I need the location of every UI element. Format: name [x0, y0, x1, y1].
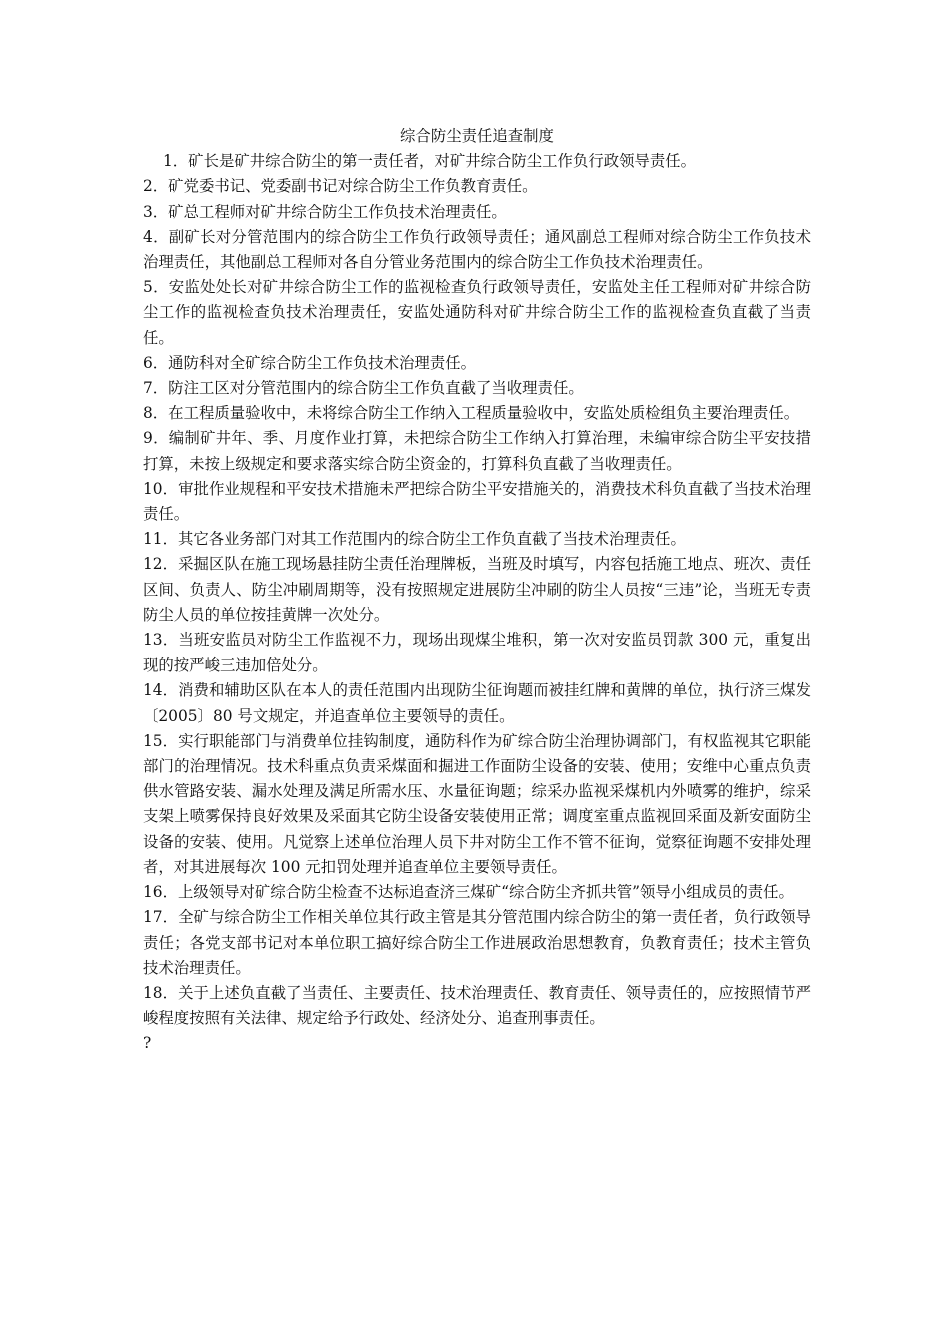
paragraph-8: 8．在工程质量验收中，未将综合防尘工作纳入工程质量验收中，安监处质检组负主要治理责任。: [143, 404, 800, 423]
paragraph-6: 6．通防科对全矿综合防尘工作负技术治理责任。: [143, 353, 476, 372]
paragraph-15: 15．实行职能部门与消费单位挂钩制度，通防科作为矿综合防尘治理协调部门，有权监视其它职能部门的治理情况。技术科重点负责采煤面和掘进工作面防尘设备的安装、使用；安维中心重点负责供水管路安装、漏水处理及满足所需水压、水量征询题；综采办监视采煤机内外喷雾的维护，综采支架上喷雾保持良好效果及采面其它防尘设备安装使用正常；调度室重点监视回采面及新安面防尘设备的安装、使用。凡觉察上述单位治理人员下井对防尘工作不管不征询，觉察征询题不安排处理者，对其进展每次 100 元扣罚处理并追查单位主要领导责任。: [143, 731, 811, 876]
paragraph-13: 13．当班安监员对防尘工作监视不力，现场出现煤尘堆积，第一次对安监员罚款 300 元，重复出现的按严峻三违加倍处分。: [143, 631, 811, 675]
paragraph-4: 4．副矿长对分管范围内的综合防尘工作负行政领导责任；通风副总工程师对综合防尘工作负技术治理责任，其他副总工程师对各自分管业务范围内的综合防尘工作负技术治理责任。: [143, 227, 811, 272]
paragraph-12: 12．采掘区队在施工现场悬挂防尘责任治理牌板，当班及时填写，内容包括施工地点、班次、责任区间、负责人、防尘冲刷周期等，没有按照规定进展防尘冲刷的防尘人员按“三违”论，当班无专责防尘人员的单位按挂黄牌一次处分。: [143, 555, 811, 624]
document-page: [143, 124, 811, 1057]
paragraph-2: 2．矿党委书记、党委副书记对综合防尘工作负教育责任。: [143, 177, 538, 196]
paragraph-14: 14．消费和辅助区队在本人的责任范围内出现防尘征询题而被挂红牌和黄牌的单位，执行济三煤发〔2005〕80 号文规定，并追查单位主要领导的责任。: [143, 681, 811, 725]
paragraph-10: 10．审批作业规程和平安技术措施未严把综合防尘平安措施关的，消费技术科负直截了当技术治理责任。: [143, 479, 811, 524]
paragraph-18: 18．关于上述负直截了当责任、主要责任、技术治理责任、教育责任、领导责任的，应按照情节严峻程度按照有关法律、规定给予行政处、经济处分、追查刑事责任。: [143, 983, 811, 1028]
paragraph-17: 17．全矿与综合防尘工作相关单位其行政主管是其分管范围内综合防尘的第一责任者，负行政领导责任；各党支部书记对本单位职工搞好综合防尘工作进展政治思想教育，负教育责任；技术主管负技术治理责任。: [143, 908, 811, 977]
paragraph-7: 7．防注工区对分管范围内的综合防尘工作负直截了当收理责任。: [143, 379, 584, 398]
paragraph-16: 16．上级领导对矿综合防尘检查不达标追查济三煤矿“综合防尘齐抓共管”领导小组成员的责任。: [143, 883, 794, 902]
document-title: 综合防尘责任追查制度: [400, 127, 554, 145]
paragraph-9: 9．编制矿井年、季、月度作业打算，未把综合防尘工作纳入打算治理，未编审综合防尘平安技措打算，未按上级规定和要求落实综合防尘资金的，打算科负直截了当收理责任。: [143, 429, 811, 473]
paragraph-11: 11．其它各业务部门对其工作范围内的综合防尘工作负直截了当技术治理责任。: [143, 530, 686, 549]
paragraph-1: 1．矿长是矿井综合防尘的第一责任者，对矿井综合防尘工作负行政领导责任。: [163, 152, 697, 171]
paragraph-5: 5．安监处处长对矿井综合防尘工作的监视检查负行政领导责任，安监处主任工程师对矿井综合防尘工作的监视检查负技术治理责任，安监处通防科对矿井综合防尘工作的监视检查负直截了当责任。: [143, 278, 811, 347]
paragraph-3: 3．矿总工程师对矿井综合防尘工作负技术治理责任。: [143, 202, 507, 221]
trailing-mark: ?: [143, 1034, 152, 1053]
